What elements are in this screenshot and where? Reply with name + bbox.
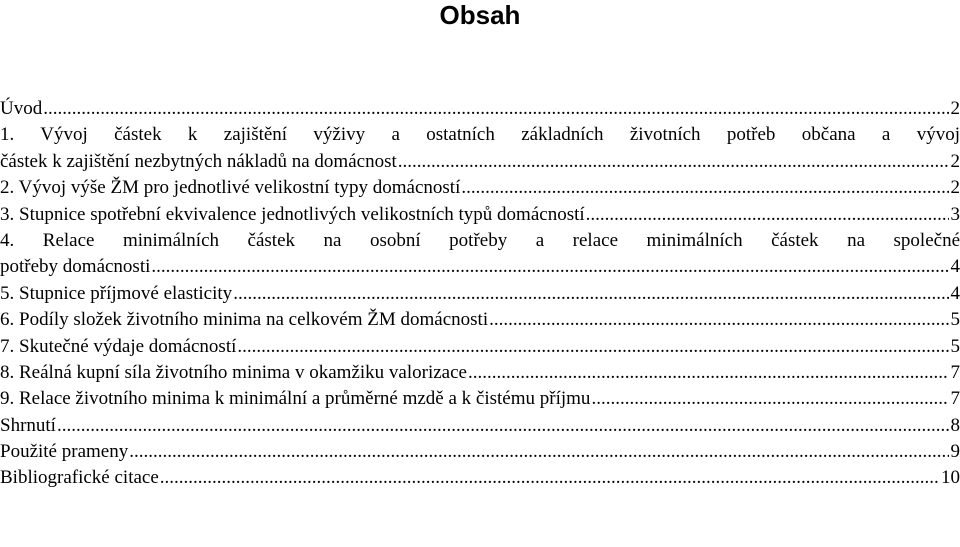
- toc-entry-page: 3: [950, 203, 960, 225]
- toc-entry-1-line1[interactable]: [0, 122, 960, 148]
- toc-entry-4[interactable]: [0, 254, 960, 280]
- toc-entry-text: 1. Vývoj částek k zajištění výživy a ostatních základních životních potřeb občana a vývoj: [0, 124, 960, 146]
- toc-entry-text: 7. Skutečné výdaje domácností: [0, 335, 237, 357]
- toc-entry-text: 2. Vývoj výše ŽM pro jednotlivé velikostní typy domácností: [0, 177, 461, 199]
- toc-entry-uvod[interactable]: [0, 96, 960, 122]
- toc-entry-text: 4. Relace minimálních částek na osobní potřeby a relace minimálních částek na společné: [0, 229, 960, 251]
- toc-entry-text: 6. Podíly složek životního minima na celkovém ŽM domácnosti: [0, 309, 489, 331]
- toc-leader-dots: [237, 334, 948, 360]
- toc-entry-3[interactable]: [0, 202, 960, 228]
- toc-entry-text: 9. Relace životního minima k minimální a průměrné mzdě a k čistému příjmu: [0, 388, 591, 410]
- toc-entry-page: 7: [950, 361, 960, 383]
- toc-entry-bibliograficke-citace[interactable]: [0, 465, 960, 491]
- toc-entry-page: 2: [950, 150, 960, 172]
- toc-entry-text: částek k zajištění nezbytných nákladů na domácnost: [0, 150, 397, 172]
- toc-leader-dots: [233, 281, 948, 307]
- toc-entry-text: potřeby domácnosti: [0, 256, 151, 278]
- toc-leader-dots: [468, 360, 949, 386]
- toc-entry-7[interactable]: [0, 334, 960, 360]
- toc-entry-page: 7: [950, 388, 960, 410]
- toc-entry-2[interactable]: [0, 175, 960, 201]
- toc-leader-dots: [461, 175, 948, 201]
- toc-entry-text: 8. Reálná kupní síla životního minima v okamžiku valorizace: [0, 361, 467, 383]
- toc-entry-page: 8: [950, 414, 960, 436]
- toc-entry-page: 2: [950, 177, 960, 199]
- toc-entry-text: 3. Stupnice spotřební ekvivalence jednotlivých velikostních typů domácností: [0, 203, 585, 225]
- table-of-contents: [0, 96, 960, 492]
- toc-leader-dots: [43, 96, 948, 122]
- toc-leader-dots: [129, 439, 948, 465]
- toc-title: Obsah: [439, 0, 521, 30]
- toc-leader-dots: [160, 465, 939, 491]
- toc-entry-9[interactable]: [0, 386, 960, 412]
- toc-entry-page: 2: [950, 98, 960, 119]
- toc-entry-shrnuti[interactable]: [0, 413, 960, 439]
- toc-leader-dots: [586, 202, 949, 228]
- toc-entry-page: 5: [950, 335, 960, 357]
- toc-entry-page: 5: [950, 309, 960, 331]
- toc-entry-text: 5. Stupnice příjmové elasticity: [0, 282, 233, 304]
- toc-entry-text: Shrnutí: [0, 414, 56, 436]
- toc-entry-5[interactable]: [0, 281, 960, 307]
- toc-entry-8[interactable]: [0, 360, 960, 386]
- toc-entry-text: Bibliografické citace: [0, 467, 159, 489]
- toc-leader-dots: [57, 413, 949, 439]
- toc-entry-page: 4: [950, 282, 960, 304]
- toc-leader-dots: [591, 386, 948, 412]
- toc-entry-1[interactable]: [0, 149, 960, 175]
- toc-leader-dots: [151, 254, 948, 280]
- toc-entry-6[interactable]: [0, 307, 960, 333]
- toc-entry-page: 9: [950, 441, 960, 463]
- toc-leader-dots: [489, 307, 948, 333]
- toc-leader-dots: [398, 149, 949, 175]
- toc-entry-page: 4: [950, 256, 960, 278]
- toc-entry-text: Úvod: [0, 98, 43, 119]
- toc-entry-pouzite-prameny[interactable]: [0, 439, 960, 465]
- toc-entry-4-line1[interactable]: [0, 228, 960, 254]
- toc-entry-page: 10: [941, 467, 960, 489]
- toc-entry-text: Použité prameny: [0, 441, 129, 463]
